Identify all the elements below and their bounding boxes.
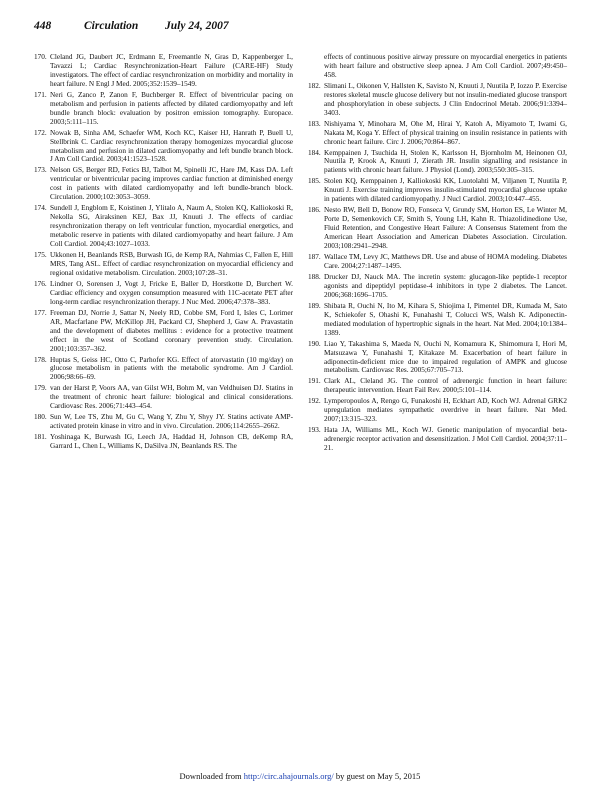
reference-number: 191. (308, 377, 321, 386)
reference-number: 174. (34, 204, 47, 213)
reference-text: effects of continuous positive airway pressure on myocardial energetics in patients with heart failure and obstructive sleep apnea. J Am Coll Cardiol. 2007;49:450–458. (324, 53, 567, 79)
reference-number: 190. (308, 339, 321, 348)
reference-entry (34, 204, 293, 249)
reference-number: 181. (34, 433, 47, 442)
issue-date: July 24, 2007 (165, 20, 229, 32)
reference-text: Drucker DJ, Nauck MA. The incretin system: glucagon-like peptide-1 receptor agonists and dipeptidyl peptidase-4 inhibitors in type 2 diabetes. The Lancet. 2006;368:1696–1705. (324, 272, 567, 299)
footer-prefix: Downloaded from (179, 771, 244, 781)
reference-text: Stolen KQ, Kemppainen J, Kalliokoski KK, Luotolahti M, Viljanen T, Nuutila P, Knuuti J. Exercise training improves insulin-stimulated myocardial glucose uptake in patients with dilated cardiomyopathy. J Nucl Cardiol. 2003;10:447–455. (324, 177, 567, 204)
reference-number: 189. (308, 301, 321, 310)
reference-text: Lindner O, Sorensen J, Vogt J, Fricke E, Baller D, Horstkotte D, Burchert W. Cardiac efficiency and oxygen consumption measured with 11C-acetate PET after long-term cardiac resynchronization therapy. J Nuc Med. 2006;47:378–383. (50, 279, 293, 306)
reference-number: 193. (308, 426, 321, 435)
reference-entry (34, 251, 293, 278)
reference-text: Neri G, Zanco P, Zanon F, Buchberger R. Effect of biventricular pacing on metabolism and perfusion in patients affected by dilated cardiomyopathy and left bundle branch block: evaluation by positron emission tomography. Europace. 2003;5:111–115. (50, 90, 293, 126)
reference-text: Huptas S, Geiss HC, Otto C, Parhofer KG. Effect of atorvastatin (10 mg/day) on glucose metabolism in patients with the metabolic syndrome. Am J Cardiol. 2006;98:66–69. (50, 355, 293, 382)
reference-entry (308, 340, 567, 376)
reference-entry (308, 82, 567, 118)
reference-text: Ukkonen H, Beanlands RSB, Burwash IG, de Kemp RA, Nahmias C, Fallen E, Hill MRS, Tang ASL. Effect of cardiac resynchronization on myocardial efficiency and regional oxidative metabolism. Circulation. 2003;107:28–31. (50, 251, 293, 277)
reference-entry (308, 53, 567, 80)
reference-text: Nelson GS, Berger RD, Fetics BJ, Talbot M, Spinelli JC, Hare JM, Kass DA. Left ventricular or biventricular pacing improves cardiac function at diminished energy cost in patients with dilated cardiomyopathy and left bundle-branch block. Circulation. 2000;102:3053–3059. (50, 166, 293, 202)
download-footer (0, 771, 600, 781)
reference-text: Nowak B, Sinha AM, Schaefer WM, Koch KC, Kaiser HJ, Hanrath P, Buell U, Stellbrink C. Cardiac resynchronization therapy homogenizes myocardial glucose metabolism and perfusion in dilated cardiomyopathy and left bundle branch block. J Am Coll Cardiol. 2003;41:1523–1528. (50, 128, 293, 164)
journal-link[interactable]: http://circ.ahajournals.org/ (243, 771, 334, 781)
reference-entry (34, 129, 293, 165)
reference-number: 175. (34, 251, 47, 260)
reference-number: 176. (34, 279, 47, 288)
reference-entry (34, 356, 293, 383)
reference-text: Cleland JG, Daubert JC, Erdmann E, Freemantle N, Gras D, Kappenberger L, Tavazzi L; Cardiac Resynchronization-Heart Failure (CARE-HF) Study investigators. The effect of cardiac resynchronization on morbidity and mortality in heart failure. N Engl J Med. 2005;352:1539–1549. (50, 53, 293, 88)
reference-number: 177. (34, 308, 47, 317)
reference-entry (308, 149, 567, 176)
reference-entry (308, 120, 567, 147)
reference-text: Clark AL, Cleland JG. The control of adrenergic function in heart failure: therapeutic intervention. Heart Fail Rev. 2000;5:101–114. (324, 377, 567, 395)
reference-number: 183. (308, 119, 321, 128)
reference-entry (34, 166, 293, 202)
reference-text: Nesto RW, Bell D, Bonow RO, Fonseca V, Grundy SM, Horton ES, Le Winter M, Porte D, Semenkovich CF, Smith S, Young LH, Kahn R. Thiazolidinedione Use, Fluid Retention, and Congestive Heart Failure: A Consensus Statement from the American Heart Association and American Diabetes Association. Circulation. 2003;108:2941–2948. (324, 206, 567, 251)
reference-entry (308, 253, 567, 271)
reference-number: 192. (308, 397, 321, 406)
reference-number: 170. (34, 53, 47, 61)
reference-list-right (308, 53, 567, 455)
reference-text: Slimani L, Oikonen V, Hallsten K, Savisto N, Knuuti J, Nuutila P, Iozzo P. Exercise restores skeletal muscle glucose delivery but not insulin-mediated glucose transport and phosphorylation in obese subjects. J Clin Endocrinol Metab. 2006;91:3394–3403. (324, 81, 567, 117)
reference-number: 180. (34, 413, 47, 422)
reference-text: Nishiyama Y, Minohara M, Ohe M, Hirai Y, Katoh A, Miyamoto T, Iwami G, Nakata M, Koga Y. Effect of physical training on insulin resistance in patients with chronic heart failure. Circ J. 2006;70:864–867. (324, 119, 567, 146)
reference-text: Freeman DJ, Norrie J, Sattar N, Neely RD, Cobbe SM, Ford I, Isles C, Lorimer AR, Macfarlane PW, McKillop JH, Packard CJ, Shepherd J, Gaw A. Pravastatin and the development of diabetes mellitus : evidence for a protective treatment effect in the west of Scotland coronary prevention study. Circulation. 2001;103:357–362. (50, 308, 293, 353)
reference-entry (308, 177, 567, 204)
reference-text: Lymperopoulos A, Rengo G, Funakoshi H, Eckhart AD, Koch WJ. Adrenal GRK2 upregulation mediates sympathetic overdrive in heart failure. Nat Med. 2007;13:315–323. (324, 397, 567, 424)
reference-number: 188. (308, 272, 321, 281)
reference-entry (34, 280, 293, 307)
footer-suffix: by guest on May 5, 2015 (333, 771, 421, 781)
running-header (34, 20, 574, 36)
page-number: 448 (34, 20, 52, 32)
reference-text: van der Harst P, Voors AA, van Gilst WH, Bohm M, van Veldhuisen DJ. Statins in the treatment of chronic heart failure: biological and clinical considerations. Cardiovasc Res. 2006;71:443–454. (50, 384, 293, 411)
reference-list-left (34, 53, 293, 453)
reference-entry (34, 91, 293, 127)
reference-text: Kemppainen J, Tsuchida H, Stolen K, Karlsson H, Bjornholm M, Heinonen OJ, Nuutila P, Krook A, Knuuti J, Zierath JR. Insulin signalling and resistance in patients with chronic heart failure. J Physiol (Lond). 2003;550:305–315. (324, 148, 567, 175)
reference-entry (308, 302, 567, 338)
reference-entry (34, 53, 293, 89)
reference-entry (308, 397, 567, 424)
reference-number: 184. (308, 148, 321, 157)
reference-text: Wallace TM, Levy JC, Matthews DR. Use and abuse of HOMA modeling. Diabetes Care. 2004;27:1487–1495. (324, 253, 567, 270)
reference-number: 178. (34, 355, 47, 364)
reference-text: Yoshinaga K, Burwash IG, Leech JA, Haddad H, Johnson CB, deKemp RA, Garrard L, Chen L, Williams K, DaSilva JN, Beanlands RS. The (50, 433, 293, 451)
reference-number: 172. (34, 128, 47, 137)
reference-text: Hata JA, Williams ML, Koch WJ. Genetic manipulation of myocardial beta-adrenergic receptor activation and desensitization. J Mol Cell Cardiol. 2004;37:11–21. (324, 426, 567, 453)
reference-entry (308, 206, 567, 251)
reference-text: Sundell J, Engblom E, Koistinen J, Ylitalo A, Naum A, Stolen KQ, Kalliokoski R, Nekolla SG, Airaksinen KEJ, Bax JJ, Knuuti J. The effects of cardiac resynchronization therapy on left ventricular function, myocardial energetics, and metabolic reserve in patients with dilated cardiomyopathy and heart failure. J Am Coll Cardiol. 2004;43:1027–1033. (50, 204, 293, 249)
reference-entry (34, 413, 293, 431)
reference-number: 182. (308, 81, 321, 90)
journal-title: Circulation (84, 20, 139, 32)
reference-number: 171. (34, 90, 47, 99)
reference-entry (308, 273, 567, 300)
reference-entry (34, 384, 293, 411)
reference-text: Shibata R, Ouchi N, Ito M, Kihara S, Shiojima I, Pimentel DR, Kumada M, Sato K, Schiekofer S, Ohashi K, Funahashi T, Colucci WS, Walsh K. Adiponectin-mediated modulation of hypertrophic signals in the heart. Nat Med. 2004;10:1384–1389. (324, 301, 567, 337)
reference-text: Liao Y, Takashima S, Maeda N, Ouchi N, Komamura K, Shimomura I, Hori M, Matsuzawa Y, Funahashi T, Kitakaze M. Exacerbation of heart failure in adiponectin-deficient mice due to impaired regulation of AMPK and glucose metabolism. Cardiovasc Res. 2005;67:705–713. (324, 339, 567, 375)
reference-text: Sun W, Lee TS, Zhu M, Gu C, Wang Y, Zhu Y, Shyy JY. Statins activate AMP-activated protein kinase in vitro and in vivo. Circulation. 2006;114:2655–2662. (50, 413, 293, 431)
reference-number: 187. (308, 253, 321, 262)
reference-number: 186. (308, 206, 321, 215)
reference-entry (34, 433, 293, 451)
reference-entry (308, 426, 567, 453)
reference-number: 185. (308, 177, 321, 186)
reference-entry (34, 309, 293, 354)
reference-entry (308, 377, 567, 395)
reference-number: 179. (34, 384, 47, 393)
reference-number: 173. (34, 166, 47, 175)
